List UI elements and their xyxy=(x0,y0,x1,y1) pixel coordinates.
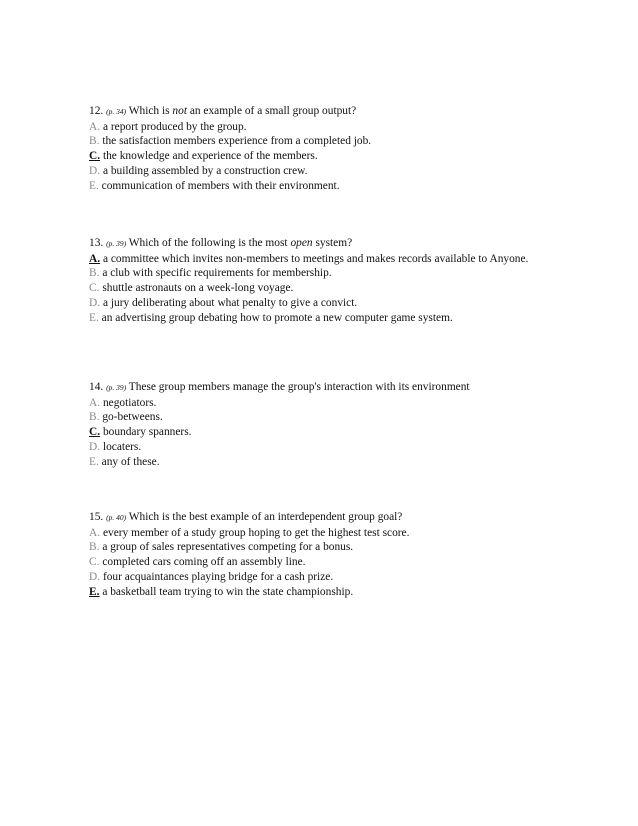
stem-text: Which is xyxy=(128,105,173,117)
question-stem xyxy=(89,380,559,396)
answer-option xyxy=(89,570,559,585)
stem-text: an example of a small group output? xyxy=(186,105,357,117)
answer-option xyxy=(89,266,559,281)
stem-text: Which is the best example of an interdependent group goal? xyxy=(128,511,403,523)
option-text: negotiators. xyxy=(102,396,157,409)
option-letter: B. xyxy=(89,411,100,424)
option-text: a group of sales representatives competing for a bonus. xyxy=(102,541,354,554)
option-text: a basketball team trying to win the state championship. xyxy=(102,585,354,598)
option-text: the satisfaction members experience from a completed job. xyxy=(102,135,372,148)
option-letter: A. xyxy=(89,120,101,133)
answer-option-correct xyxy=(89,425,559,440)
option-text: an advertising group debating how to promote a new computer game system. xyxy=(101,311,453,324)
option-text: the knowledge and experience of the members. xyxy=(102,150,318,163)
stem-text: Which of the following is the most xyxy=(128,237,291,249)
option-letter: E. xyxy=(89,455,99,468)
correct-option-letter: A. xyxy=(89,252,101,265)
option-text: a report produced by the group. xyxy=(102,120,247,133)
answer-option xyxy=(89,164,559,179)
option-text: locaters. xyxy=(102,440,142,453)
correct-option-letter: E. xyxy=(89,585,100,598)
answer-option xyxy=(89,440,559,455)
option-letter: E. xyxy=(89,311,99,324)
correct-option-letter: C. xyxy=(89,426,101,439)
option-letter: E. xyxy=(89,179,99,192)
option-text: a jury deliberating about what penalty to give a convict. xyxy=(102,296,358,309)
answer-option xyxy=(89,526,559,541)
correct-option-letter: C. xyxy=(89,150,101,163)
answer-option xyxy=(89,455,559,470)
option-text: a club with specific requirements for membership. xyxy=(102,267,332,280)
option-letter: D. xyxy=(89,440,101,453)
answer-option-correct xyxy=(89,585,559,600)
answer-option xyxy=(89,555,559,570)
page-reference: (p. 39) xyxy=(106,383,127,392)
option-text: every member of a study group hoping to get the highest test score. xyxy=(102,526,410,539)
page-reference: (p. 39) xyxy=(106,239,127,248)
option-text: any of these. xyxy=(101,455,160,468)
question-number: 15. xyxy=(89,511,104,523)
question-number: 14. xyxy=(89,381,104,393)
stem-emphasis: open xyxy=(290,237,313,249)
question-14 xyxy=(89,380,559,469)
option-text: communication of members with their environment. xyxy=(101,179,340,192)
option-letter: C. xyxy=(89,282,100,295)
page-reference: (p. 34) xyxy=(106,107,127,116)
option-text: boundary spanners. xyxy=(102,426,192,439)
question-number: 13. xyxy=(89,237,104,249)
option-letter: A. xyxy=(89,396,101,409)
page-reference: (p. 40) xyxy=(106,513,127,522)
option-text: four acquaintances playing bridge for a cash prize. xyxy=(102,570,334,583)
answer-option-correct xyxy=(89,149,559,164)
answer-option xyxy=(89,296,559,311)
answer-option xyxy=(89,120,559,135)
answer-option-correct xyxy=(89,252,559,267)
option-text: a committee which invites non-members to meetings and makes records available to Anyone. xyxy=(102,252,529,265)
answer-option xyxy=(89,396,559,411)
option-letter: A. xyxy=(89,526,101,539)
option-text: a building assembled by a construction crew. xyxy=(102,164,308,177)
answer-option xyxy=(89,134,559,149)
question-15 xyxy=(89,510,559,599)
question-number: 12. xyxy=(89,105,104,117)
option-text: completed cars coming off an assembly line. xyxy=(102,556,306,569)
option-text: go-betweens. xyxy=(102,411,163,424)
question-stem xyxy=(89,236,559,252)
option-letter: D. xyxy=(89,570,101,583)
option-letter: B. xyxy=(89,135,100,148)
option-letter: D. xyxy=(89,296,101,309)
answer-option xyxy=(89,410,559,425)
answer-option xyxy=(89,179,559,194)
option-text: shuttle astronauts on a week-long voyage. xyxy=(102,282,294,295)
question-stem xyxy=(89,510,559,526)
answer-option xyxy=(89,281,559,296)
option-letter: D. xyxy=(89,164,101,177)
question-stem xyxy=(89,104,559,120)
option-letter: C. xyxy=(89,556,100,569)
answer-option xyxy=(89,311,559,326)
option-letter: B. xyxy=(89,267,100,280)
question-12 xyxy=(89,104,559,193)
option-letter: B. xyxy=(89,541,100,554)
stem-emphasis: not xyxy=(172,105,187,117)
question-13 xyxy=(89,236,559,325)
stem-text: These group members manage the group's interaction with its environment xyxy=(128,381,470,393)
stem-text: system? xyxy=(312,237,353,249)
answer-option xyxy=(89,540,559,555)
